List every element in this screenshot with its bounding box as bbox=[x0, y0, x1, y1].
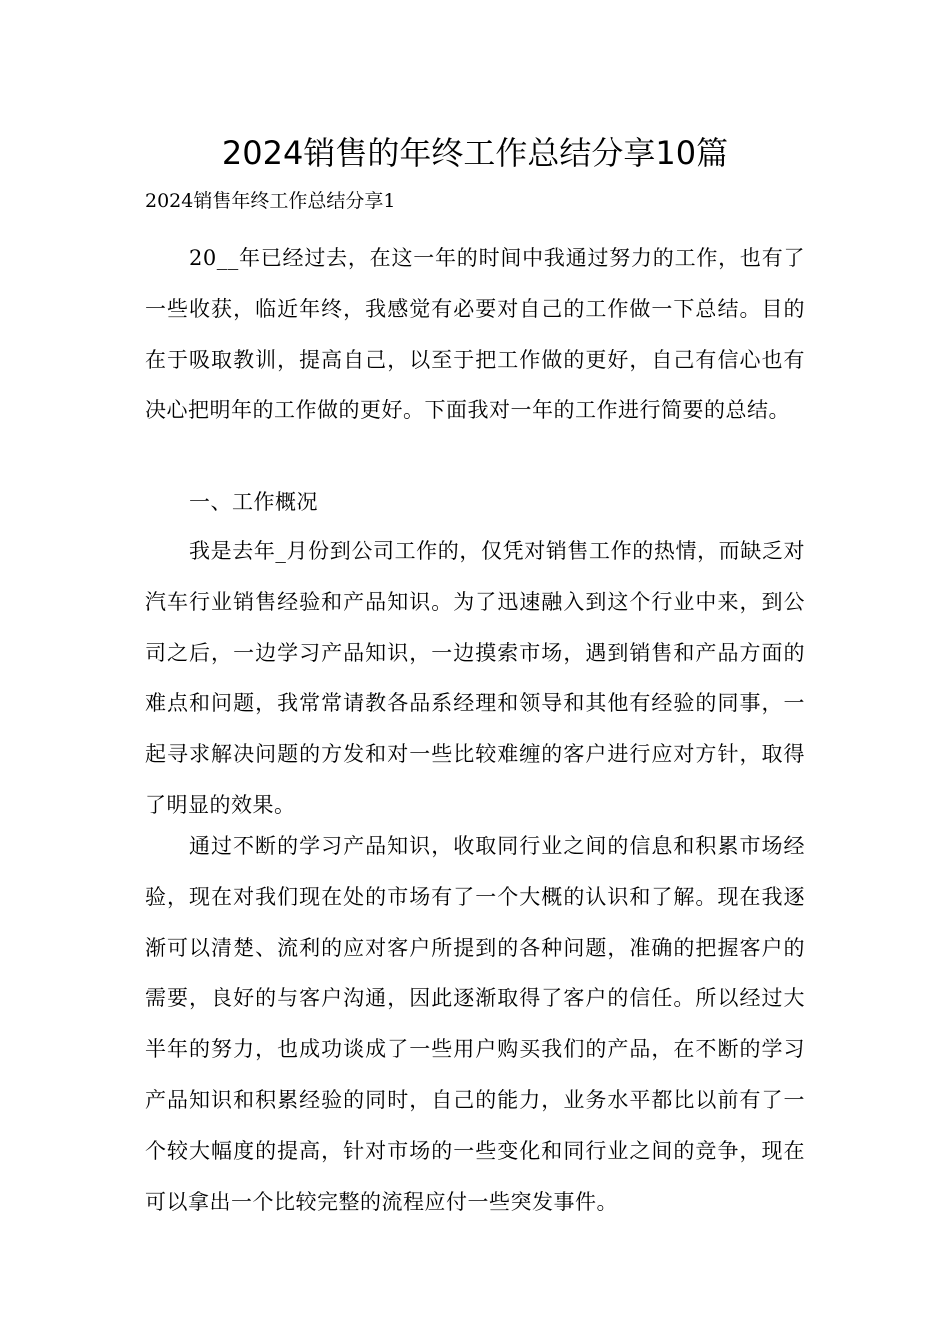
section-heading-overview: 一、工作概况 bbox=[189, 490, 318, 514]
paragraph-progress: 通过不断的学习产品知识，收取同行业之间的信息和积累市场经验，现在对我们现在处的市场有了一个大概的认识和了解。现在我逐渐可以清楚、流利的应对客户所提到的各种问题，准确的把握客户的需要，良好的与客户沟通，因此逐渐取得了客户的信任。所以经过大半年的努力，也成功谈成了一些用户购买我们的产品，在不断的学习产品知识和积累经验的同时，自己的能力，业务水平都比以前有了一个较大幅度的提高，针对市场的一些变化和同行业之间的竞争，现在可以拿出一个比较完整的流程应付一些突发事件。 bbox=[145, 834, 805, 1214]
document-title: 2024销售的年终工作总结分享10篇 bbox=[221, 134, 729, 172]
paragraph-intro: 20__年已经过去，在这一年的时间中我通过努力的工作，也有了一些收获，临近年终，我感觉有必要对自己的工作做一下总结。目的在于吸取教训，提高自己，以至于把工作做的更好，自己有信心也有决心把明年的工作做的更好。下面我对一年的工作进行简要的总结。 bbox=[145, 246, 805, 423]
section-subtitle: 2024销售年终工作总结分享1 bbox=[145, 190, 396, 212]
paragraph-overview: 我是去年_月份到公司工作的，仅凭对销售工作的热情，而缺乏对汽车行业销售经验和产品知识。为了迅速融入到这个行业中来，到公司之后，一边学习产品知识，一边摸索市场，遇到销售和产品方面的难点和问题，我常常请教各品系经理和领导和其他有经验的同事，一起寻求解决问题的方发和对一些比较难缠的客户进行应对方针，取得了明显的效果。 bbox=[145, 539, 805, 817]
